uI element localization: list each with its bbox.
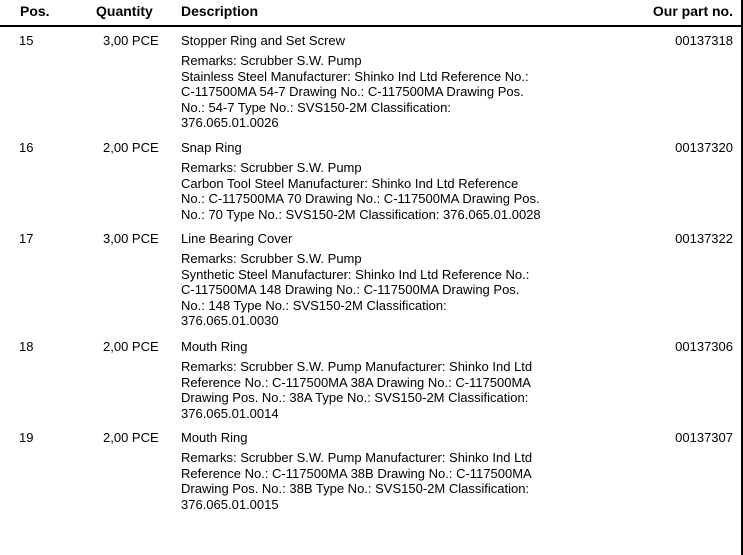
row-quantity: 3,00 PCE [103, 33, 159, 48]
row-title: Line Bearing Cover [181, 231, 293, 246]
remarks-line: Drawing Pos. No.: 38B Type No.: SVS150-2M Classification: [181, 481, 530, 496]
row-part-no: 00137318 [675, 33, 733, 48]
remarks-line: Drawing Pos. No.: 38A Type No.: SVS150-2M Classification: [181, 390, 529, 405]
remarks-line: C-117500MA 148 Drawing No.: C-117500MA Drawing Pos. [181, 282, 520, 297]
remarks-line: 376.065.01.0015 [181, 496, 279, 512]
remarks-line: No.: C-117500MA 70 Drawing No.: C-117500MA Drawing Pos. [181, 191, 540, 206]
table-header [0, 0, 741, 27]
remarks-line: No.: 70 Type No.: SVS150-2M Classification: 376.065.01.0028 [181, 206, 541, 222]
remarks-line: Reference No.: C-117500MA 38A Drawing No.: C-117500MA [181, 374, 531, 390]
row-pos: 18 [19, 339, 34, 354]
row-part-no: 00137320 [675, 140, 733, 155]
row-remarks [181, 450, 532, 512]
header-pos: Pos. [20, 3, 50, 19]
remarks-line: 376.065.01.0014 [181, 405, 279, 421]
row-quantity: 3,00 PCE [103, 231, 159, 246]
remarks-line: Synthetic Steel Manufacturer: Shinko Ind Ltd Reference No.: [181, 266, 530, 282]
row-part-no: 00137307 [675, 430, 733, 445]
remarks-line: Remarks: Scrubber S.W. Pump Manufacturer: Shinko Ind Ltd [181, 359, 533, 374]
remarks-line: No.: 148 Type No.: SVS150-2M Classification: [181, 297, 447, 313]
remarks-line: Reference No.: C-117500MA 38B Drawing No.: C-117500MA [181, 465, 532, 481]
remarks-line: C-117500MA 54-7 Drawing No.: C-117500MA Drawing Pos. [181, 84, 524, 99]
header-quantity: Quantity [96, 3, 153, 19]
row-quantity: 2,00 PCE [103, 339, 159, 354]
remarks-line: 376.065.01.0030 [181, 313, 279, 328]
row-title: Mouth Ring [181, 430, 248, 445]
row-part-no: 00137306 [675, 339, 733, 354]
header-description: Description [181, 3, 259, 19]
remarks-line: Carbon Tool Steel Manufacturer: Shinko Ind Ltd Reference [181, 175, 519, 191]
row-pos: 17 [19, 231, 34, 246]
row-quantity: 2,00 PCE [103, 140, 159, 155]
remarks-line: No.: 54-7 Type No.: SVS150-2M Classification: [181, 99, 451, 115]
row-remarks [181, 53, 529, 131]
row-title: Mouth Ring [181, 339, 248, 354]
header-part-no: Our part no. [652, 3, 733, 19]
row-pos: 16 [19, 140, 34, 155]
row-pos: 15 [19, 33, 34, 48]
remarks-line: Remarks: Scrubber S.W. Pump [181, 251, 362, 266]
row-part-no: 00137322 [675, 231, 733, 246]
remarks-line: Remarks: Scrubber S.W. Pump Manufacturer: Shinko Ind Ltd [181, 450, 533, 465]
row-remarks [181, 359, 532, 421]
remarks-line: Remarks: Scrubber S.W. Pump [181, 53, 362, 68]
row-pos: 19 [19, 430, 34, 445]
remarks-line: 376.065.01.0026 [181, 115, 279, 130]
row-quantity: 2,00 PCE [103, 430, 159, 445]
row-title: Snap Ring [181, 140, 242, 155]
row-remarks [181, 251, 529, 329]
row-title: Stopper Ring and Set Screw [181, 33, 346, 48]
row-remarks [181, 160, 541, 222]
remarks-line: Stainless Steel Manufacturer: Shinko Ind Ltd Reference No.: [181, 68, 529, 84]
remarks-line: Remarks: Scrubber S.W. Pump [181, 160, 362, 175]
